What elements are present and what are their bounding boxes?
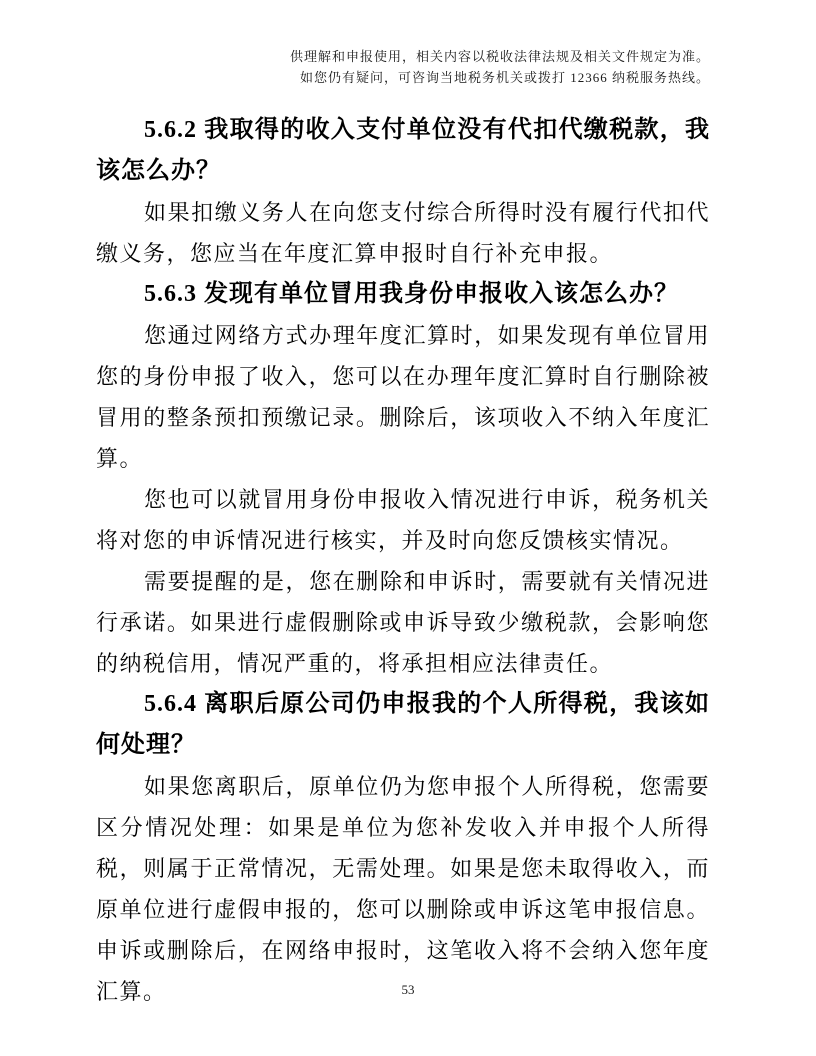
section-heading-5-6-4: 5.6.4 离职后原公司仍申报我的个人所得税，我该如何处理？ [96,691,710,758]
header-note-line1: 供理解和申报使用，相关内容以税收法律法规及相关文件规定为准。 [289,49,710,64]
section-heading-5-6-2: 5.6.2 我取得的收入支付单位没有代扣代缴税款，我该怎么办？ [96,117,710,184]
header-note-line2: 如您仍有疑问，可咨询当地税务机关或拨打 12366 纳税服务热线。 [299,70,710,85]
section-heading-5-6-3: 5.6.3 发现有单位冒用我身份申报收入该怎么办？ [144,281,679,307]
paragraph-5-6-3-answer-1: 您通过网络方式办理年度汇算时，如果发现有单位冒用您的身份申报了收入，您可以在办理年度汇算时自行删除被冒用的整条预扣预缴记录。删除后，该项收入不纳入年度汇算。 [96,323,710,471]
document-content [96,110,710,1012]
paragraph-5-6-3-answer-2: 您也可以就冒用身份申报收入情况进行申诉，税务机关将对您的申诉情况进行核实，并及时向您反馈核实情况。 [96,487,710,553]
paragraph-5-6-3-answer-3: 需要提醒的是，您在删除和申诉时，需要就有关情况进行承诺。如果进行虚假删除或申诉导致少缴税款，会影响您的纳税信用，情况严重的，将承担相应法律责任。 [96,569,710,676]
paragraph-5-6-2-answer: 如果扣缴义务人在向您支付综合所得时没有履行代扣代缴义务，您应当在年度汇算申报时自行补充申报。 [96,200,710,266]
page-number: 53 [401,982,415,997]
paragraph-5-6-4-answer: 如果您离职后，原单位仍为您申报个人所得税，您需要区分情况处理：如果是单位为您补发收入并申报个人所得税，则属于正常情况，无需处理。如果是您未取得收入，而原单位进行虚假申报的，您可以删除或申诉这笔申报信息。申诉或删除后，在网络申报时，这笔收入将不会纳入您年度汇算。 [96,774,710,1004]
header-note [96,46,710,88]
